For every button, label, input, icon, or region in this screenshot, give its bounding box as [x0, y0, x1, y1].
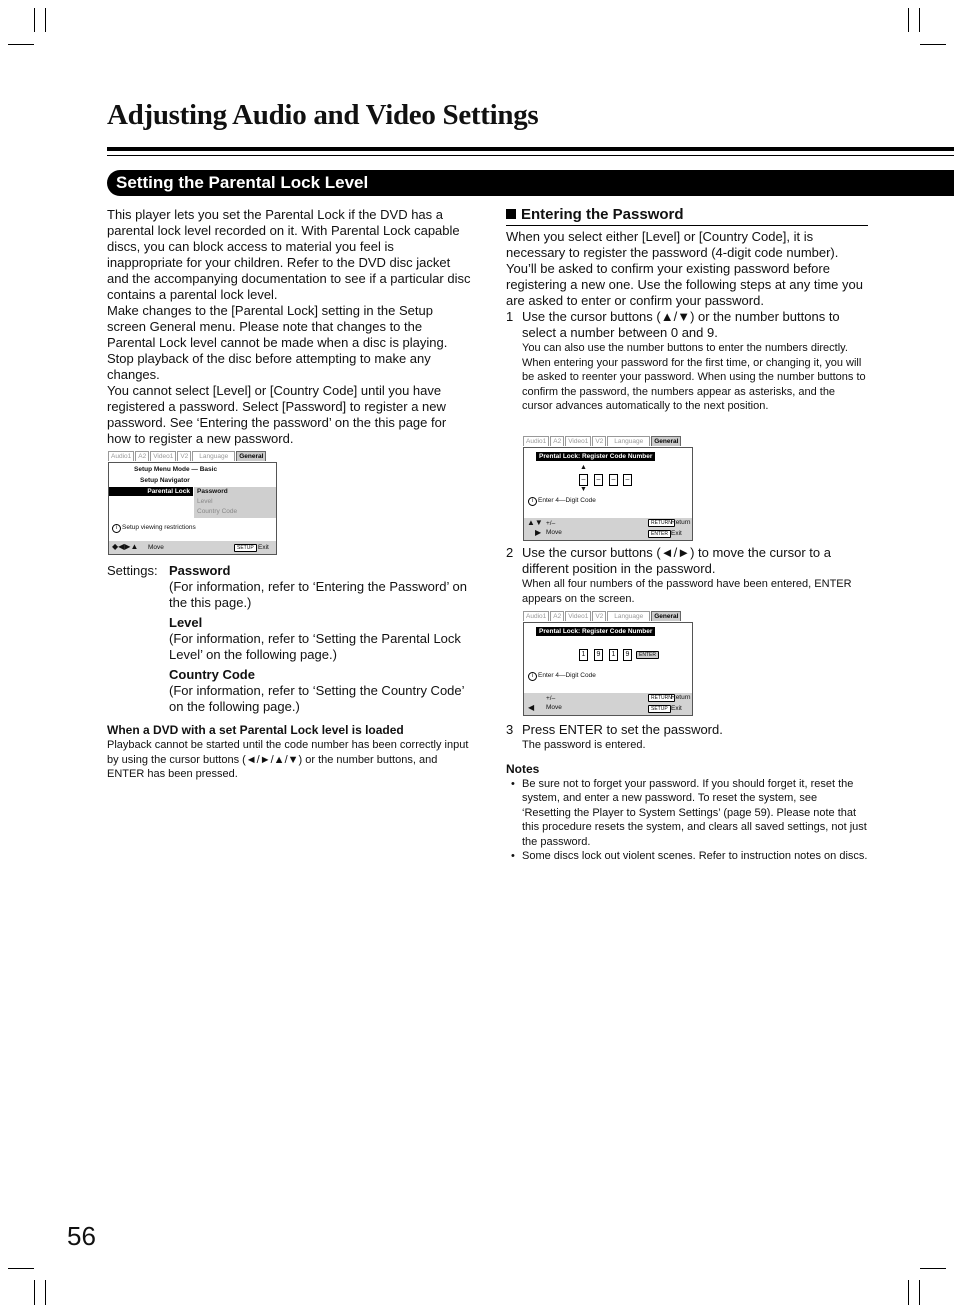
step-3-block [506, 722, 868, 864]
right-key-icon: ▶ [535, 528, 542, 537]
digit-box: 9 [594, 649, 603, 661]
step-2-block [506, 545, 868, 606]
info-text: Setup viewing restrictions [122, 524, 196, 531]
setup-screen-mockup [108, 451, 277, 555]
tab-video1: Video1 [565, 611, 591, 621]
dvd-loaded-block [107, 722, 472, 782]
dvd-loaded-heading: When a DVD with a set Parental Lock level is loaded [107, 723, 404, 737]
intro-paragraph: Make changes to the [Parental Lock] setting in the Setup screen General menu. Please note that changes to the Parental Lock level cannot be made when a disc is playing. Stop playback of the disc before attempting to make any changes. [107, 303, 448, 382]
digit-box: – [623, 474, 632, 486]
option-level: Level [197, 498, 213, 505]
digit-box: – [594, 474, 603, 486]
setup-navigator-text: Setup Navigator [140, 477, 190, 484]
page-title: Adjusting Audio and Video Settings [107, 99, 539, 131]
step: 1 Use the cursor buttons (▲/▼) or the number buttons to select a number between 0 and 9. [506, 309, 840, 340]
tab-language: Language [607, 611, 650, 621]
entering-password-heading: Entering the Password [506, 207, 868, 226]
tab-general: General [651, 611, 681, 621]
plusminus-label: +/– [546, 520, 556, 527]
tab-audio1: Audio1 [523, 611, 549, 621]
step-subtext: The password is entered. [522, 739, 646, 751]
digit-box: 9 [623, 649, 632, 661]
tab-general: General [236, 451, 266, 461]
digit-box: 1 [579, 649, 588, 661]
title-rule [107, 147, 954, 151]
setup-key-icon: SETUP [648, 705, 671, 713]
left-column [107, 207, 472, 447]
move-label: Move [546, 529, 562, 536]
step-subtext: When all four numbers of the password have been entered, ENTER appears on the screen. [522, 578, 852, 605]
setting-desc: (For information, refer to ‘Setting the Parental Lock Level’ on the following page.) [169, 631, 461, 662]
step-text: Use the cursor buttons (▲/▼) or the number buttons to select a number between 0 and 9. [522, 309, 840, 340]
tab-audio1: Audio1 [523, 436, 549, 446]
settings-block [107, 563, 472, 715]
intro-paragraph: This player lets you set the Parental Lock if the DVD has a parental lock level recorded on it. With Parental Lock capable discs, you can block access to material you feel is inappropriate for your children. Refer to the DVD disc jacket and the accompanying documentation to see if a particular disc contains a parental lock level. [107, 207, 471, 302]
return-label: Return [671, 694, 691, 701]
square-bullet-icon [506, 209, 516, 219]
tab-video1: Video1 [565, 436, 591, 446]
tab-v2: V2 [177, 451, 191, 461]
setting-name: Level [169, 615, 203, 630]
down-arrow-icon: ▼ [580, 486, 587, 493]
tab-general: General [651, 436, 681, 446]
options-panel [194, 487, 276, 518]
screen-body [523, 447, 693, 541]
option-password: Password [197, 488, 228, 495]
option-country-code: Country Code [197, 508, 238, 515]
enter-key-icon: ENTER [648, 530, 671, 538]
digit-box: 1 [609, 649, 618, 661]
digit-box: – [579, 474, 588, 486]
title-rule-thin [107, 155, 954, 156]
tab-a2: A2 [550, 436, 564, 446]
up-arrow-icon: ▲ [580, 464, 587, 471]
screen-tabs [523, 436, 693, 446]
info-icon: i [528, 672, 537, 681]
password-entry-screen [523, 436, 693, 540]
left-key-icon: ◀ [528, 703, 535, 712]
step: 3 Press ENTER to set the password. [506, 722, 723, 737]
tab-a2: A2 [550, 611, 564, 621]
password-complete-screen [523, 611, 693, 715]
return-label: Return [671, 519, 691, 526]
info-icon: i [528, 497, 537, 506]
setting-desc: (For information, refer to ‘Setting the Country Code’ on the following page.) [169, 683, 465, 714]
settings-label: Settings: [107, 563, 158, 578]
section-title: Setting the Parental Lock Level [116, 173, 369, 192]
page-number: 56 [67, 1221, 96, 1251]
move-label: Move [148, 544, 164, 551]
password-intro: When you select either [Level] or [Country Code], it is necessary to register the password (4-digit code number). You’ll be asked to confirm your existing password before registering a new one. Use the following steps at any time you are asked to enter or confirm your password. [506, 229, 863, 308]
exit-label: Exit [671, 530, 682, 537]
screen-footer [524, 518, 692, 540]
return-key-icon: RETURN [648, 519, 675, 527]
enter-badge: ENTER [636, 651, 659, 659]
register-header: Prental Lock: Register Code Number [536, 627, 655, 636]
screen-footer [109, 541, 276, 554]
digit-box: – [609, 474, 618, 486]
setting-name: Country Code [169, 667, 255, 682]
menu-mode-text: Setup Menu Mode — Basic [134, 466, 218, 473]
tab-language: Language [607, 436, 650, 446]
arrow-keys-icon: ◆◀▶▲ [112, 542, 139, 551]
tab-audio1: Audio1 [108, 451, 134, 461]
up-down-keys-icon: ▲▼ [527, 518, 543, 527]
move-label: Move [546, 704, 562, 711]
step-text: Use the cursor buttons (◄/►) to move the cursor to a different position in the password. [522, 545, 831, 576]
info-icon: i [112, 524, 121, 533]
plusminus-label: +/– [546, 695, 556, 702]
parental-lock-item: Parental Lock [109, 487, 193, 496]
tab-v2: V2 [592, 436, 606, 446]
info-text: Enter 4—Digit Code [538, 672, 596, 679]
note-item: • Some discs lock out violent scenes. Refer to instruction notes on discs. [506, 849, 868, 864]
tab-v2: V2 [592, 611, 606, 621]
setting-name: Password [169, 563, 231, 578]
screen-body [523, 622, 693, 716]
note-item: • Be sure not to forget your password. If you should forget it, reset the system, and enter a new password. To reset the system, see ‘Resetting the Player to System Settings’ (page 59). Please note that this procedure resets the system, and clears all saved settings, not just the password. [506, 777, 868, 850]
register-header: Prental Lock: Register Code Number [536, 452, 655, 461]
exit-label: Exit [258, 544, 269, 551]
info-text: Enter 4—Digit Code [538, 497, 596, 504]
screen-body [108, 462, 277, 555]
return-key-icon: RETURN [648, 694, 675, 702]
tab-language: Language [192, 451, 235, 461]
dvd-loaded-text: Playback cannot be started until the code number has been correctly input by using the cursor buttons (◄/►/▲/▼) or the number buttons, and ENTER has been pressed. [107, 739, 469, 780]
tab-video1: Video1 [150, 451, 176, 461]
tab-a2: A2 [135, 451, 149, 461]
screen-tabs [108, 451, 277, 461]
right-column [506, 207, 868, 414]
setup-key-icon: SETUP [234, 544, 257, 552]
section-banner [107, 170, 954, 196]
setting-desc: (For information, refer to ‘Entering the Password’ on the this page.) [169, 579, 467, 610]
notes-heading: Notes [506, 761, 540, 776]
step-subtext: You can also use the number buttons to enter the numbers directly. When entering your password for the first time, or changing it, you will be asked to reenter your password. When using the number buttons to confirm the password, the numbers appear as asterisks, and the cursor advances automatically to the next position. [522, 342, 866, 412]
screen-footer [524, 693, 692, 715]
intro-paragraph: You cannot select [Level] or [Country Code] until you have registered a password. Select [Password] to register a new password. See ‘Entering the password’ on the this page for how to register a new password. [107, 383, 447, 446]
step-text: Press ENTER to set the password. [522, 722, 723, 737]
screen-tabs [523, 611, 693, 621]
step: 2 Use the cursor buttons (◄/►) to move the cursor to a different position in the password. [506, 545, 831, 576]
exit-label: Exit [671, 705, 682, 712]
